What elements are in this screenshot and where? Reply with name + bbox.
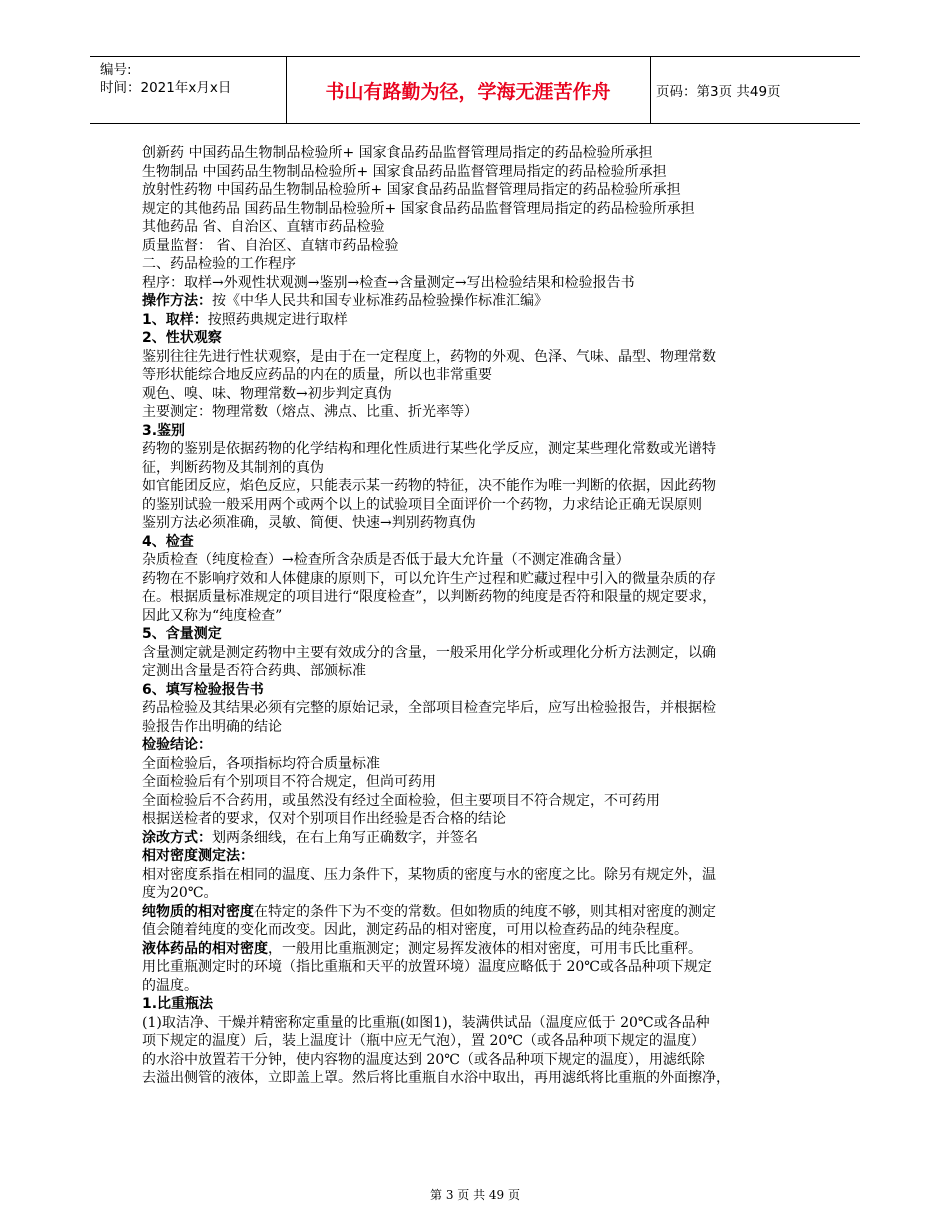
body-text: 放射性药物 中国药品生物制品检验所+ 国家食品药品监督管理局指定的药品检验所承担 (142, 182, 681, 198)
text-line (142, 311, 814, 330)
text-line (142, 884, 814, 903)
text-line (142, 995, 814, 1014)
body-text: 的鉴别试验一般采用两个或两个以上的试验项目全面评价一个药物，力求结论正确无误原则 (142, 496, 702, 513)
body-text: 创新药 中国药品生物制品检验所+ 国家食品药品监督管理局指定的药品检验所承担 (142, 145, 653, 161)
text-line (142, 662, 814, 681)
text-line (142, 699, 814, 718)
text-line (142, 292, 814, 311)
body-text: 在特定的条件下为不变的常数。但如物质的纯度不够，则其相对密度的测定 (254, 903, 716, 920)
text-line (142, 1032, 814, 1051)
text-line (142, 329, 814, 348)
body-text: 主要测定：物理常数（熔点、沸点、比重、折光率等） (142, 404, 478, 420)
body-text: 质量监督： 省、自治区、直辖市药品检验 (142, 237, 399, 254)
body-text: (1)取洁净、干燥并精密称定重量的比重瓶(如图1)，装满供试品（温度应低于 20℃或各品种 (142, 1014, 710, 1031)
text-line (142, 607, 814, 626)
text-line (142, 200, 814, 219)
text-line (142, 921, 814, 940)
text-line (142, 144, 814, 163)
body-text: 生物制品 中国药品生物制品检验所+ 国家食品药品监督管理局指定的药品检验所承担 (142, 163, 667, 180)
bold-heading-text: 6、填写检验报告书 (142, 681, 264, 698)
text-line (142, 514, 814, 533)
text-line (142, 422, 814, 441)
body-text: 程序：取样→外观性状观测→鉴别→检查→含量测定→写出检验结果和检验报告书 (142, 274, 635, 291)
text-line (142, 847, 814, 866)
text-line (142, 792, 814, 811)
bold-heading-text: 相对密度测定法： (142, 848, 254, 864)
page-header (90, 56, 860, 124)
body-text: 因此又称为“纯度检查” (142, 607, 283, 624)
header-divider (650, 57, 651, 123)
header-number: 编号: (100, 62, 132, 78)
bold-heading-text: 3.鉴别 (142, 422, 186, 439)
bold-heading-text: 5、含量测定 (142, 626, 222, 642)
text-line (142, 736, 814, 755)
header-time: 时间：2021年x月x日 (100, 80, 232, 96)
body-text: 等形状能综合地反应药品的内在的质量，所以也非常重要 (142, 367, 492, 383)
text-line (142, 237, 814, 256)
body-text: 鉴别往往先进行性状观察，是由于在一定程度上，药物的外观、色泽、气味、晶型、物理常数 (142, 348, 716, 365)
body-text: 全面检验后不合药用，或虽然没有经过全面检验，但主要项目不符合规定，不可药用 (142, 792, 660, 809)
bold-heading-text: 纯物质的相对密度 (142, 903, 254, 920)
body-text: 去溢出侧管的液体，立即盖上罩。然后将比重瓶自水浴中取出，再用滤纸将比重瓶的外面擦净， (142, 1070, 730, 1086)
text-line (142, 274, 814, 293)
body-text: 如官能团反应，焰色反应，只能表示某一药物的特征，决不能作为唯一判断的依据，因此药物 (142, 478, 716, 494)
text-line (142, 1069, 814, 1088)
text-line (142, 440, 814, 459)
text-line (142, 366, 814, 385)
text-line (142, 903, 814, 922)
text-line (142, 755, 814, 774)
body-text: 其他药品 省、自治区、直辖市药品检验 (142, 219, 385, 235)
text-line (142, 977, 814, 996)
bold-heading-text: 4、检查 (142, 533, 194, 550)
body-text: 按《中华人民共和国专业标准药品检验操作标准汇编》 (212, 293, 548, 309)
text-line (142, 570, 814, 589)
bold-heading-text: 操作方法： (142, 293, 212, 309)
text-line (142, 218, 814, 237)
body-text: 全面检验后，各项指标均符合质量标准 (142, 755, 380, 772)
header-motto: 书山有路勤为径，学海无涯苦作舟 (325, 80, 611, 103)
text-line (142, 773, 814, 792)
body-text: 相对密度系指在相同的温度、压力条件下，某物质的密度与水的密度之比。除另有规定外，温 (142, 866, 716, 883)
body-text: 定测出含量是否符合药典、部颁标准 (142, 663, 366, 679)
text-line (142, 829, 814, 848)
text-line (142, 681, 814, 700)
body-text: 用比重瓶测定时的环境（指比重瓶和天平的放置环境）温度应略低于 20℃或各品种项下规定 (142, 959, 712, 975)
body-text: 二、药品检验的工作程序 (142, 256, 296, 272)
body-text: 在。根据质量标准规定的项目进行“限度检查”，以判断药物的纯度是否符和限量的规定要求， (142, 589, 717, 605)
body-text: 按照药典规定进行取样 (207, 311, 348, 328)
body-text: 的温度。 (142, 977, 198, 994)
text-line (142, 348, 814, 367)
text-line (142, 810, 814, 829)
body-text: 药物在不影响疗效和人体健康的原则下，可以允许生产过程和贮藏过程中引入的微量杂质的存 (142, 570, 716, 587)
bold-heading-text: 2、性状观察 (142, 330, 222, 346)
bold-heading-text: 涂改方式： (142, 829, 212, 846)
body-text: 规定的其他药品 国药品生物制品检验所+ 国家食品药品监督管理局指定的药品检验所承担 (142, 200, 695, 217)
text-line (142, 255, 814, 274)
body-text: 鉴别方法必须准确，灵敏、简便、快速→判别药物真伪 (142, 515, 476, 531)
body-text: 值会随着纯度的变化而改变。因此，测定药品的相对密度，可用以检查药品的纯杂程度。 (142, 922, 688, 938)
body-text: 杂质检查（纯度检查）→检查所含杂质是否低于最大允许量（不测定准确含量） (142, 552, 630, 568)
text-line (142, 625, 814, 644)
text-line (142, 403, 814, 422)
text-line (142, 551, 814, 570)
header-meta (100, 61, 280, 97)
text-line (142, 940, 814, 959)
text-line (142, 718, 814, 737)
text-line (142, 459, 814, 478)
text-line (142, 181, 814, 200)
text-line (142, 533, 814, 552)
text-line (142, 958, 814, 977)
body-text: 征，判断药物及其制剂的真伪 (142, 459, 324, 476)
text-line (142, 644, 814, 663)
body-text: 划两条细线，在右上角写正确数字，并签名 (212, 829, 478, 846)
bold-heading-text: 检验结论： (142, 737, 212, 753)
bold-heading-text: 1.比重瓶法 (142, 996, 214, 1012)
body-text: ，一般用比重瓶测定；测定易挥发液体的相对密度，可用韦氏比重秤。 (268, 940, 702, 957)
page-footer: 第 3 页 共 49 页 (430, 1188, 520, 1202)
body-text: 验报告作出明确的结论 (142, 718, 282, 735)
document-body (142, 144, 814, 1088)
body-text: 全面检验后有个别项目不符合规定，但尚可药用 (142, 774, 436, 790)
text-line (142, 1051, 814, 1070)
header-page-info: 页码：第3页 共49页 (656, 84, 781, 100)
text-line (142, 866, 814, 885)
body-text: 观色、嗅、味、物理常数→初步判定真伪 (142, 385, 392, 402)
body-text: 含量测定就是测定药物中主要有效成分的含量，一般采用化学分析或理化分析方法测定，以确 (142, 644, 716, 661)
body-text: 药物的鉴别是依据药物的化学结构和理化性质进行某些化学反应，测定某些理化常数或光谱特 (142, 441, 716, 457)
body-text: 药品检验及其结果必须有完整的原始记录，全部项目检查完毕后，应写出检验报告，并根据检 (142, 700, 716, 716)
text-line (142, 496, 814, 515)
text-line (142, 477, 814, 496)
body-text: 的水浴中放置若干分钟，使内容物的温度达到 20℃（或各品种项下规定的温度），用滤纸除 (142, 1051, 705, 1068)
text-line (142, 1014, 814, 1033)
text-line (142, 588, 814, 607)
body-text: 项下规定的温度）后，装上温度计（瓶中应无气泡），置 20℃（或各品种项下规定的温度） (142, 1033, 705, 1049)
bold-heading-text: 1、取样： (142, 311, 208, 328)
text-line (142, 163, 814, 182)
body-text: 根据送检者的要求，仅对个别项目作出经验是否合格的结论 (142, 811, 506, 827)
body-text: 度为20℃。 (142, 885, 218, 901)
text-line (142, 385, 814, 404)
bold-heading-text: 液体药品的相对密度 (142, 940, 268, 957)
